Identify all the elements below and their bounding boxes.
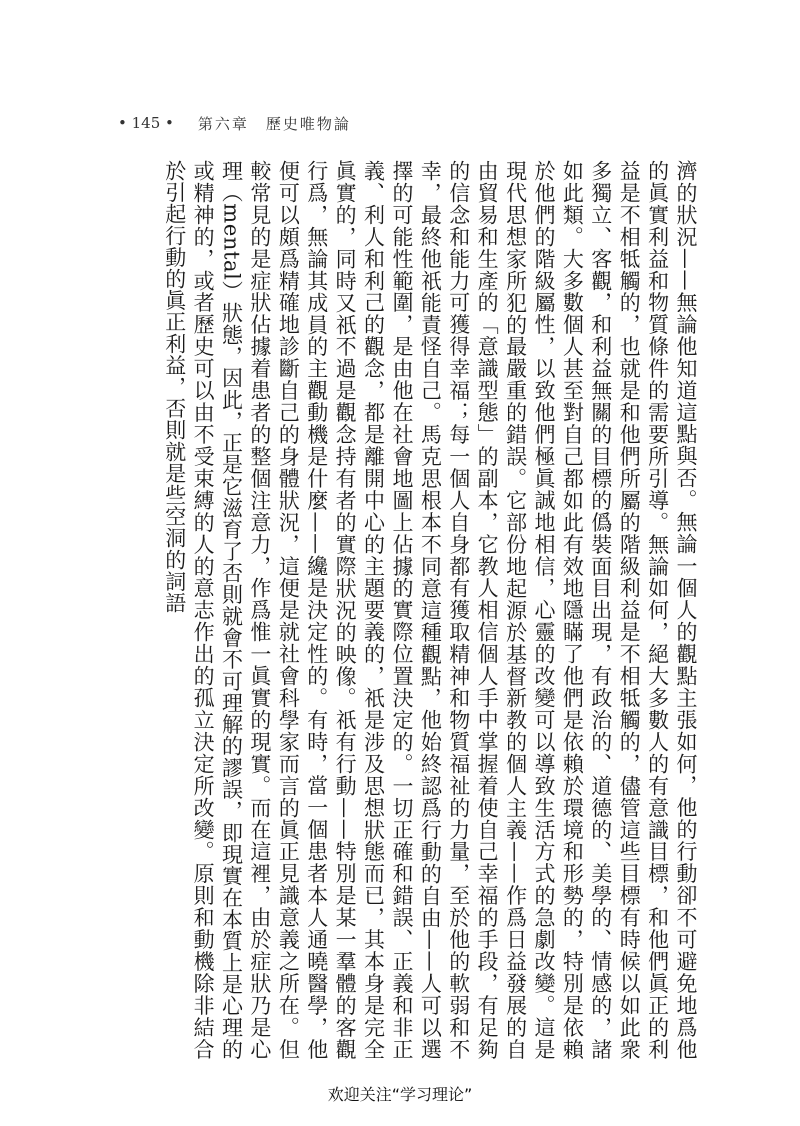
chapter-title: 第六章 歷史唯物論 (197, 114, 351, 133)
vertical-body-text: 濟的狀況——無論他知道這點與否。無論一個人的觀點主張如何，他的行動卻不可避免地爲他的眞實利益和物質條件的需要所引導。無論如何，絕大多數人的有意識目標，和他們眞正的利益是不相牴觸的，也就是和他們所屬的階級利益是不相牴觸的，儘管這些目標有時候以如此衆多獨立、客觀，和利益無關的目標的僞裝面目出現，有政治的、道德的、美學的、情感的，諸如此類。大多數個人甚至對自己都如此有效地隱瞞了他們是依賴於環境和形勢的，特別是依賴於他們的階級屬性，以致他們極眞誠地相信，心靈的改變可以導致生活方式的急劇改變。這是現代思想家所犯的最嚴重的錯誤。它部份地起源於基督新教的個人主義——作爲日益發展的自由貿易和生產的「意識型態」的副本，它教人相信個人手中掌握着使自己幸福的手段，有足夠的信念和能力可獲得幸福；每一個人自身都有獲取精神和物質福祉的力量，至於他的軟弱和不幸，最終他祇能責怪自己。馬克思根本不同意這種觀點，他始終認爲行動的自由——人可以選擇的可能性範圍，是由他在社會地圖上佔據的實際位置決定的。一切正確和錯誤、正義和非正義、利人和利己的觀念，都是離開中心的主題要義的，祇是涉及思想狀態而已，其本身是完全眞實的，同時又祇不過是觀念持有者的實際狀況的映像。祇有行動——特別是某一羣體的客觀行爲，無論其成員的主觀動機是什麼——纔是決定性的。有時，當一個患者本人通曉醫學，他便可以頗爲精確地診斷自己的身體狀況，這便是就社會科學家而言的眞正見識意義之所在。但較常見的是症狀佔據着患者的整個注意力，作爲惟一眞實的現實。而在這裡，由於症狀乃是心理（mental）狀態，因此，正是它滋育了否則就會不可理解的謬誤，即現實在本質上是心理的或精神的，或者歷史可以由不受束縛的人的意志作出的孤立決定所改變。原則和動機除非結合於引起行動的眞正利益，否則就是些空洞的詞語 (162, 160, 698, 1060)
footer-watermark-text: 欢迎关注“学习理论” (327, 1085, 473, 1104)
running-header (118, 112, 351, 134)
page-number: • 145 • (118, 114, 174, 132)
